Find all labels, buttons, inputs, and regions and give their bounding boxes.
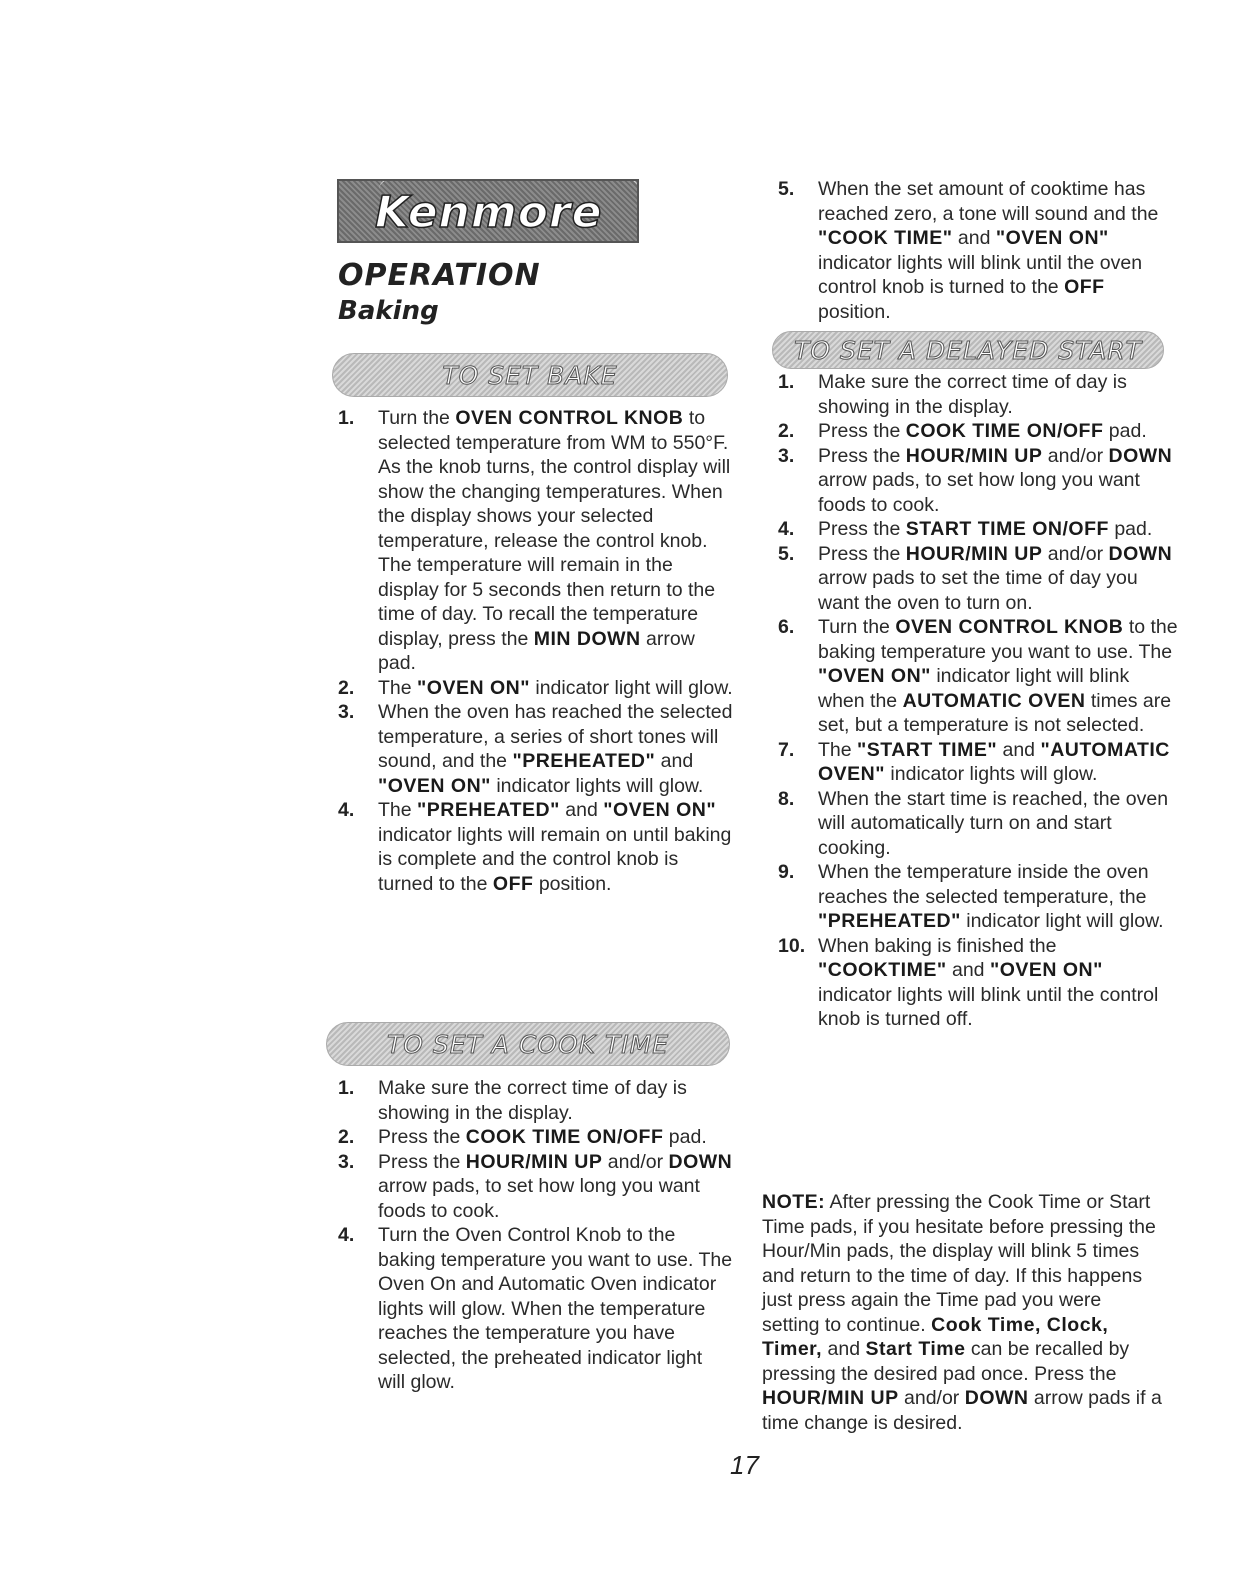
step-number: 3. [338,1150,355,1173]
step-text: Press the HOUR/MIN UP and/or DOWN arrow pads, to set how long you want foods to cook. [378,1150,733,1222]
step-text: Press the COOK TIME ON/OFF pad. [378,1126,707,1148]
step-number: 3. [778,444,795,467]
step-number: 10. [778,934,806,957]
cook-time-steps-list [338,1076,733,1395]
step-item [338,1223,733,1395]
step-item [778,787,1178,861]
step-item [338,1076,733,1125]
step-number: 6. [778,616,795,638]
step-number: 5. [778,178,795,200]
subsection-title: Baking [338,296,439,326]
step-number: 9. [778,861,795,883]
step-item [778,615,1178,738]
step-text: Make sure the correct time of day is showing in the display. [378,1077,687,1124]
step-number: 2. [338,676,355,699]
step-item [778,419,1178,444]
step-number: 4. [778,518,795,540]
step-number: 2. [778,420,795,442]
step-text: When the start time is reached, the oven will automatically turn on and start cooking. [818,787,1169,859]
step-text: The "PREHEATED" and "OVEN ON" indicator lights will remain on until baking is complete and the control knob is turned to the OFF position. [378,799,732,895]
step-item [338,676,733,701]
step-text: When the temperature inside the oven reaches the selected temperature, the "PREHEATED" indicator light will glow. [818,861,1164,932]
step-item [778,370,1178,419]
step-number: 5. [778,542,795,565]
section-title: OPERATION [338,258,541,293]
step-number: 1. [778,371,795,393]
step-text: Turn the OVEN CONTROL KNOB to the baking temperature you want to use. The "OVEN ON" indicator light will blink when the AUTOMATIC OVEN times are set, but a temperature is not selected. [818,616,1178,736]
set-cook-time-heading: TO SET A COOK TIME [387,1029,669,1059]
step-text: Make sure the correct time of day is showing in the display. [818,371,1127,418]
step-text: The "START TIME" and "AUTOMATIC OVEN" indicator lights will glow. [818,738,1170,785]
logo-text: Kenmore [375,187,603,238]
step-number: 1. [338,407,355,429]
step-text: Turn the OVEN CONTROL KNOB to selected temperature from WM to 550°F. As the knob turns, the control display will show the changing temperatures. When the display shows your selected temperature, release the control knob. The temperature will remain in the display for 5 seconds then return to the time of day. To recall the temperature display, press the MIN DOWN arrow pad. [378,407,731,674]
step-item [778,444,1178,518]
step-text: Press the COOK TIME ON/OFF pad. [818,420,1147,442]
step-text: Press the START TIME ON/OFF pad. [818,518,1153,540]
page-number: 17 [730,1450,759,1480]
step-number: 7. [778,738,795,761]
step-text: The "OVEN ON" indicator light will glow. [378,676,733,699]
step-number: 4. [338,799,355,821]
step-item [778,517,1178,542]
step-text: Press the HOUR/MIN UP and/or DOWN arrow pads, to set how long you want foods to cook. [818,444,1173,516]
cook-time-steps-continued [778,177,1178,324]
step-item [778,860,1178,934]
step-text: Press the HOUR/MIN UP and/or DOWN arrow pads to set the time of day you want the oven to turn on. [818,542,1173,614]
step-item [338,1150,733,1224]
set-bake-banner [332,353,728,397]
step-number: 2. [338,1126,355,1148]
step-text: When baking is finished the "COOKTIME" and "OVEN ON" indicator lights will blink until the control knob is turned off. [818,934,1159,1030]
delayed-start-steps-list [778,370,1178,1032]
kenmore-logo [337,179,639,243]
step-number: 3. [338,701,355,723]
step-number: 4. [338,1224,355,1246]
step-item [338,798,733,896]
note-paragraph: NOTE: After pressing the Cook Time or Start Time pads, if you hesitate before pressing the Hour/Min pads, the display will blink 5 times and return to the time of day. If this happens just press again the Time pad you were setting to continue. Cook Time, Clock, Timer, and Start Time can be recalled by pressing the desired pad once. Press the HOUR/MIN UP and/or DOWN arrow pads if a time change is desired. [762,1191,1162,1434]
step-item [778,177,1178,324]
step-item [778,934,1178,1032]
step-text: Turn the Oven Control Knob to the baking temperature you want to use. The Oven On and Automatic Oven indicator lights will glow. When the temperature reaches the temperature you have selected, the preheated indicator light will glow. [378,1224,733,1393]
step-number: 8. [778,787,795,810]
set-delayed-start-heading: TO SET A DELAYED START [794,335,1142,365]
set-bake-heading: TO SET BAKE [442,360,618,390]
step-item [778,738,1178,787]
set-cook-time-banner [326,1022,730,1066]
step-item [338,406,733,676]
bake-steps-list [338,406,733,896]
step-item [338,1125,733,1150]
step-item [778,542,1178,616]
step-item [338,700,733,798]
step-text: When the set amount of cooktime has reached zero, a tone will sound and the "COOK TIME" and "OVEN ON" indicator lights will blink until the oven control knob is turned to the OFF position. [818,178,1159,323]
step-number: 1. [338,1077,355,1099]
set-delayed-start-banner [772,331,1164,369]
step-text: When the oven has reached the selected temperature, a series of short tones will sound, and the "PREHEATED" and "OVEN ON" indicator lights will glow. [378,701,733,797]
